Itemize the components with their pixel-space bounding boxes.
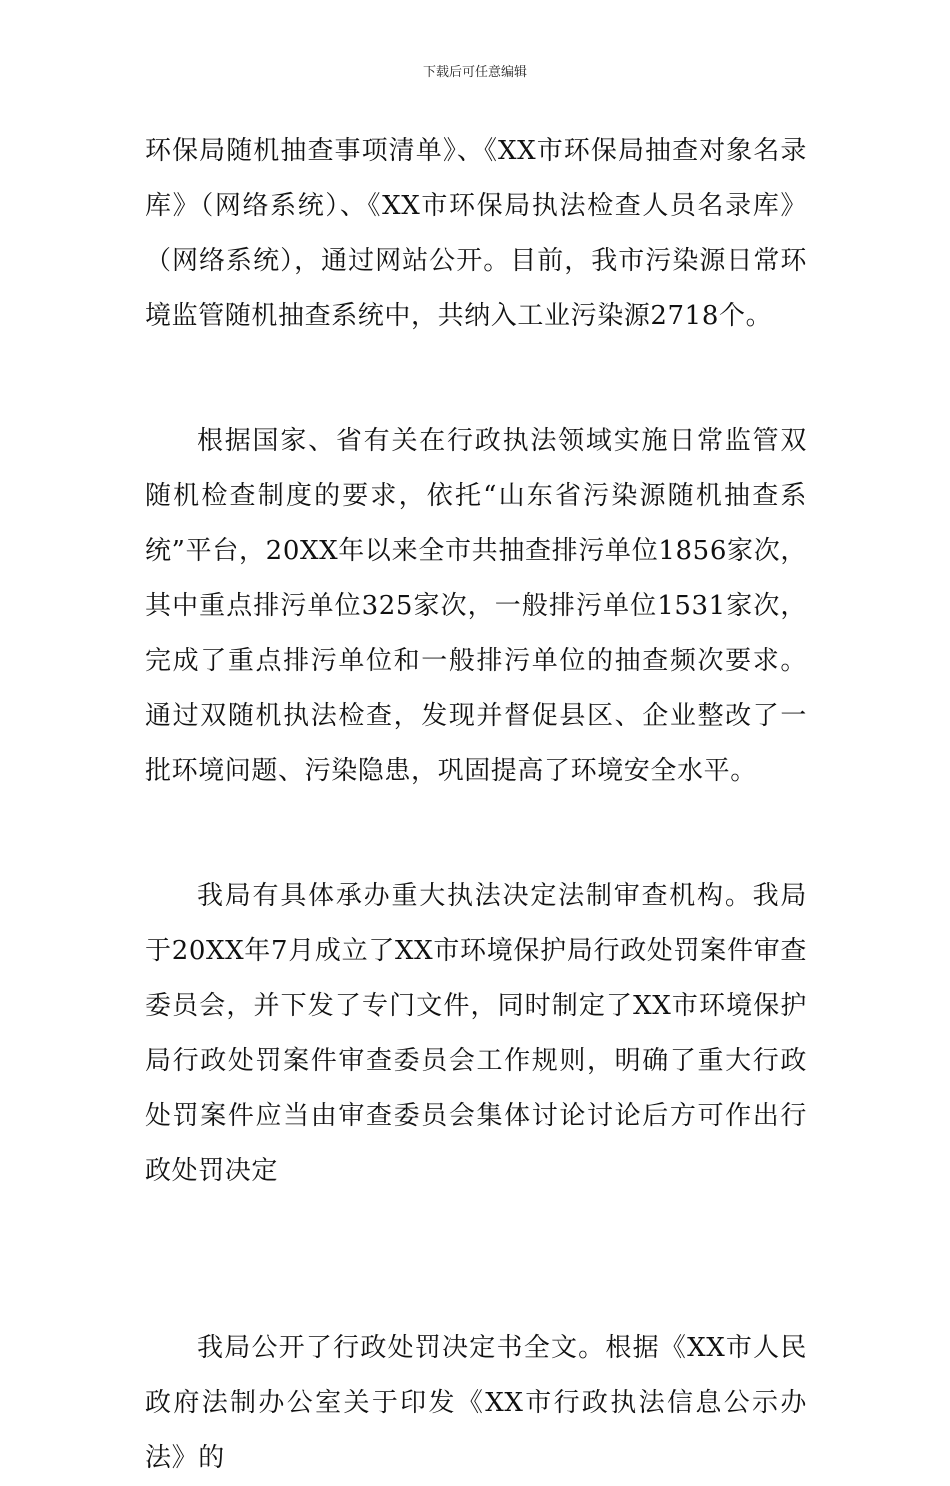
paragraph-spacer <box>145 799 807 869</box>
page-header: 下载后可任意编辑 <box>422 65 527 80</box>
document-body <box>145 124 807 1486</box>
paragraph-1: 环保局随机抽查事项清单》、《XX市环保局抽查对象名录库》（网络系统）、《XX市环保局执法检查人员名录库》（网络系统），通过网站公开。目前，我市污染源日常环境监管随机抽查系统中，共纳入工业污染源2718个。 <box>145 136 807 331</box>
paragraph-2: 根据国家、省有关在行政执法领域实施日常监管双随机检查制度的要求，依托“山东省污染源随机抽查系统”平台，20XX年以来全市共抽查排污单位1856家次，其中重点排污单位325家次，一般排污单位1531家次，完成了重点排污单位和一般排污单位的抽查频次要求。通过双随机执法检查，发现并督促县区、企业整改了一批环境问题、污染隐患，巩固提高了环境安全水平。 <box>145 426 807 786</box>
paragraph-4: 我局公开了行政处罚决定书全文。根据《XX市人民政府法制办公室关于印发《XX市行政执法信息公示办法》的 <box>145 1333 807 1473</box>
paragraph-spacer <box>145 1199 807 1321</box>
paragraph-3: 我局有具体承办重大执法决定法制审查机构。我局于20XX年7月成立了XX市环境保护局行政处罚案件审查委员会，并下发了专门文件，同时制定了XX市环境保护局行政处罚案件审查委员会工作规则，明确了重大行政处罚案件应当由审查委员会集体讨论讨论后方可作出行政处罚决定 <box>145 881 807 1186</box>
paragraph-spacer <box>145 344 807 414</box>
